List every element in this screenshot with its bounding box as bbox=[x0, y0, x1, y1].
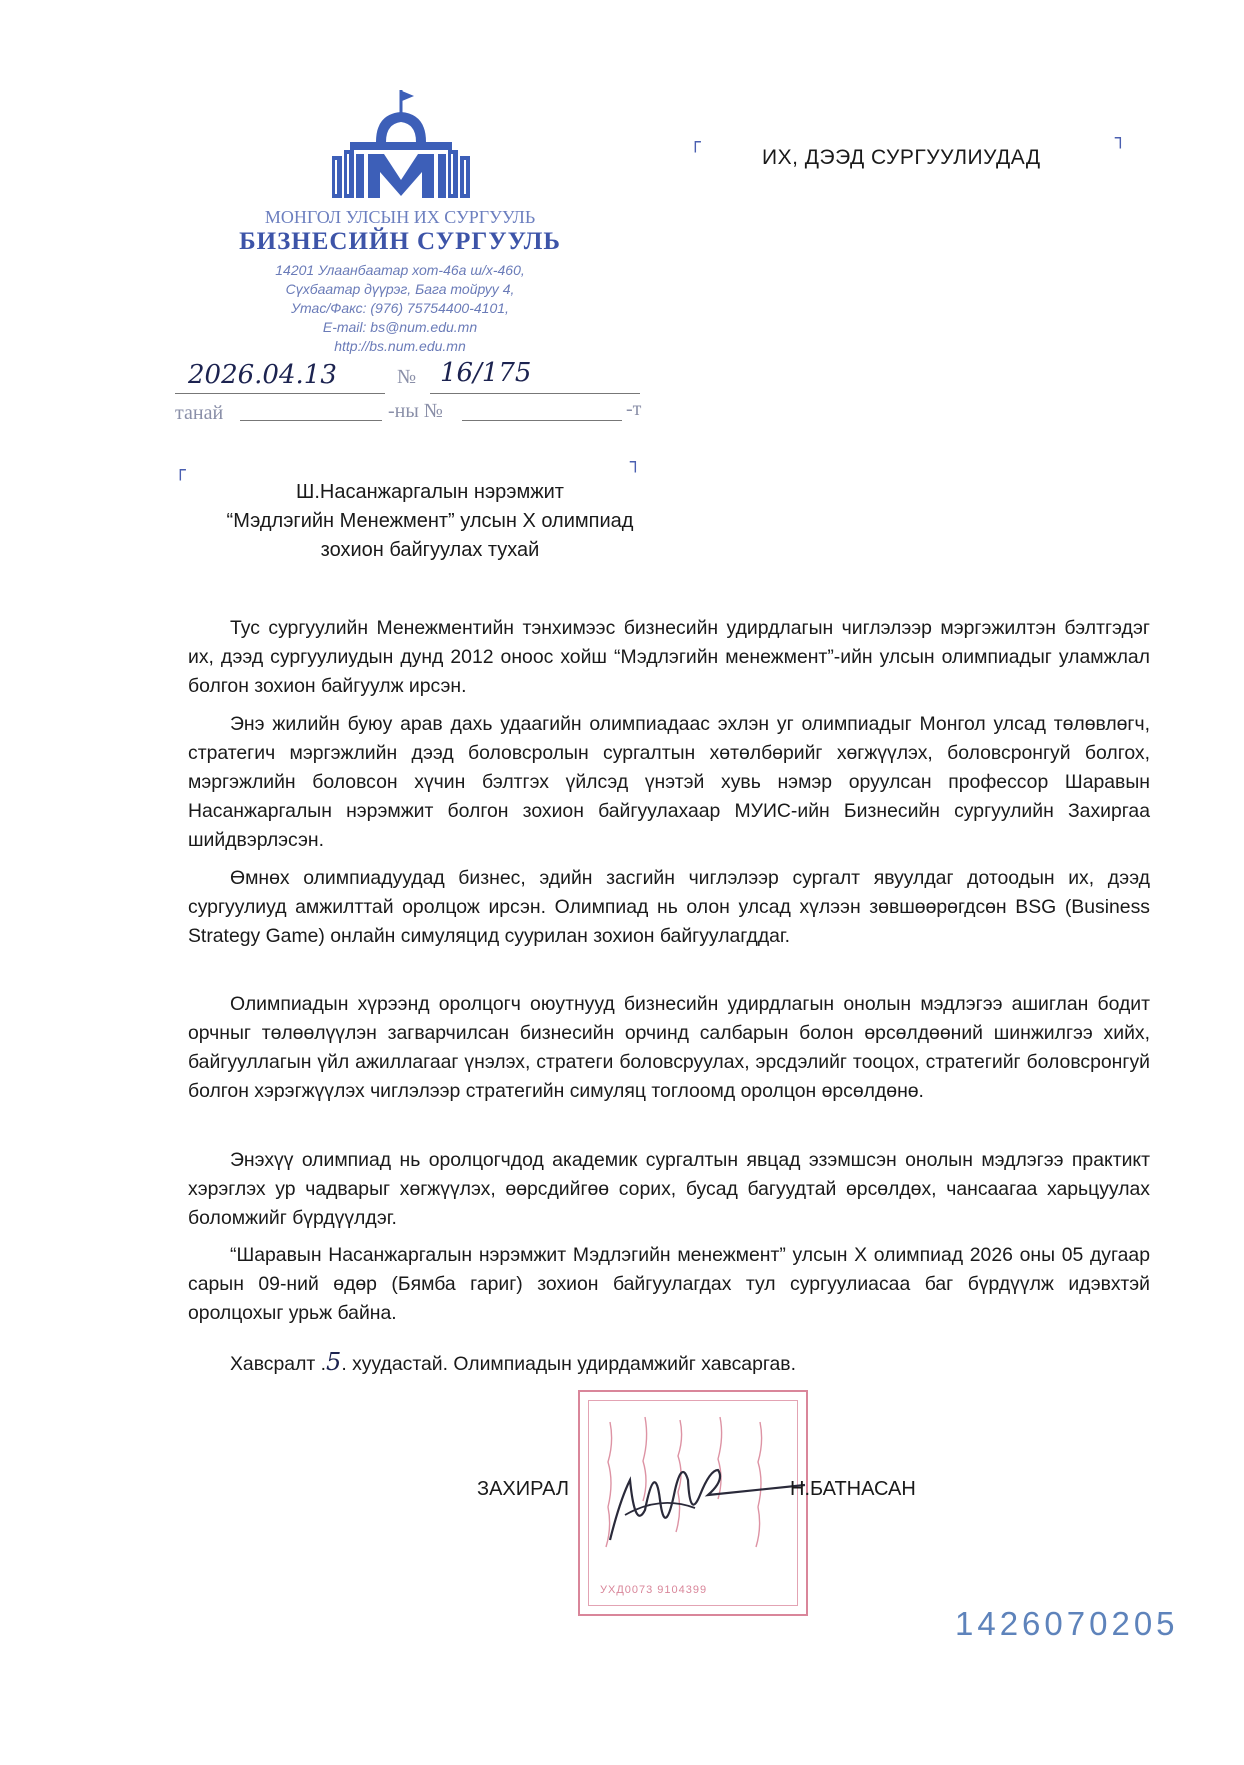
body-paragraph: Энэхүү олимпиад нь оролцогчдод академик сургалтын явцад эзэмшсэн онолын мэдлэгээ практикт хэрэглэх ур чадварыг хөгжүүлэх, өөрсдийгөө сорих, бусад багуудтай өрсөлдөх, чансаагаа харьцуулах боломжийг бүрдүүлдэг. bbox=[188, 1149, 1150, 1229]
signatory-name: Н.БАТНАСАН bbox=[790, 1478, 916, 1500]
body-paragraph: Тус сургуулийн Менежментийн тэнхимээс бизнесийн удирдлагын чиглэлээр мэргэжилтэн бэлтгэдэг их, дээд сургуулиудын дунд 2012 оноос хойш “Мэдлэгийн менежмент”-ийн улсын олимпиадыг уламжлал болгон зохион байгуулж ирсэн. bbox=[188, 617, 1150, 697]
attachment-suffix: . хуудастай. Олимпиадын удирдамжийг хавсаргав. bbox=[341, 1353, 796, 1375]
body-paragraph: Энэ жилийн буюу арав дахь удаагийн олимпиадаас эхлэн уг олимпиадыг Монгол улсад төлөвлөгч, стратегич мэргэжлийн дээд боловсролын сургалтын хөтөлбөрийг хөгжүүлэх, боловсронгуй болгох, мэргэжлийн боловсон хүчин бэлтгэх үйлсэд үнэтэй хувь нэмэр оруулсан профессор Шаравын Насанжаргалын нэрэмжит болгон зохион байгуулахаар МУИС-ийн Бизнесийн сургуулийн Захиргаа шийдвэрлэсэн. bbox=[188, 713, 1150, 851]
corner-mark: ┐ bbox=[1115, 128, 1126, 149]
attachment-pages: 5 bbox=[326, 1348, 342, 1376]
attachment-note bbox=[230, 1348, 796, 1376]
date-underline bbox=[175, 393, 385, 394]
body-paragraph: Өмнөх олимпиадуудад бизнес, эдийн засгийн чиглэлээр сургалт явуулдаг дотоодын их, дээд сургуулиуд амжилттай оролцож ирсэн. Олимпиад нь олон улсад хүлээн зөвшөөрөгдсөн BSG (Business Strategy Game) онлайн симуляцид суурилан зохион байгуулагддаг. bbox=[188, 867, 1150, 947]
email: E-mail: bs@num.edu.mn bbox=[322, 319, 478, 335]
body-paragraph: “Шаравын Насанжаргалын нэрэмжит Мэдлэгийн менежмент” улсын X олимпиад 2026 оны 05 дугаар сарын 09-ний өдөр (Бямба гариг) зохион байгуулагдах тул сургуулиасаа баг бүрдүүлж идэвхтэй оролцохыг урьж байна. bbox=[188, 1244, 1150, 1324]
attachment-prefix: Хавсралт . bbox=[230, 1353, 327, 1375]
body-paragraph: Олимпиадын хүрээнд оролцогч оюутнууд бизнесийн удирдлагын онолын мэдлэгээ ашиглан бодит орчныг төлөөлүүлэн загварчилсан бизнесийн орчинд салбарын болон өрсөлдөөний шинжилгээ хийх, байгууллагын үйл ажиллагааг үнэлэх, стратеги боловсруулах, эрсдэлийг тооцох, стратегийг боловсронгуй болгон хэрэгжүүлэх чиглэлээр стратегийн симуляц тоглоомд оролцон өрсөлдөнө. bbox=[188, 993, 1150, 1102]
website: http://bs.num.edu.mn bbox=[334, 338, 466, 354]
letter-date: 2026.04.13 bbox=[188, 360, 337, 390]
your-ref-date-line bbox=[240, 420, 382, 421]
your-ref-number-label: -ны № bbox=[388, 400, 443, 422]
address-line: 14201 Улаанбаатар хот-46а ш/х-460, bbox=[275, 262, 525, 278]
address-line: Сүхбаатар дүүрэг, Бага тойруу 4, bbox=[285, 281, 515, 297]
signatory-title: ЗАХИРАЛ bbox=[477, 1478, 570, 1500]
subject bbox=[170, 478, 690, 565]
number-label: № bbox=[397, 366, 417, 388]
subject-line: зохион байгуулах тухай bbox=[320, 539, 540, 561]
handwritten-signature-icon bbox=[600, 1440, 810, 1555]
number-underline bbox=[430, 393, 640, 394]
stamp-number: УХД0073 9104399 bbox=[600, 1584, 708, 1596]
recipient: ИХ, ДЭЭД СУРГУУЛИУДАД bbox=[762, 146, 1041, 169]
corner-mark: ┐ bbox=[630, 452, 641, 473]
corner-mark: ┌ bbox=[690, 132, 701, 153]
school-name: БИЗНЕСИЙН СУРГУУЛЬ bbox=[239, 228, 561, 255]
phone-fax: Утас/Факс: (976) 75754400-4101, bbox=[291, 300, 509, 316]
document-serial-number: 1426070205 bbox=[955, 1605, 1179, 1642]
your-ref-suffix: -т bbox=[626, 398, 642, 420]
subject-line: Ш.Насанжаргалын нэрэмжит bbox=[296, 481, 564, 503]
corner-mark: ┌ bbox=[175, 460, 186, 481]
letter-number: 16/175 bbox=[440, 358, 532, 388]
your-ref-number-line bbox=[462, 420, 622, 421]
subject-line: “Мэдлэгийн Менежмент” улсын X олимпиад bbox=[226, 510, 634, 532]
your-ref-label: танай bbox=[175, 402, 224, 424]
university-logo-icon bbox=[330, 88, 482, 200]
university-name: МОНГОЛ УЛСЫН ИХ СУРГУУЛЬ bbox=[264, 207, 536, 227]
